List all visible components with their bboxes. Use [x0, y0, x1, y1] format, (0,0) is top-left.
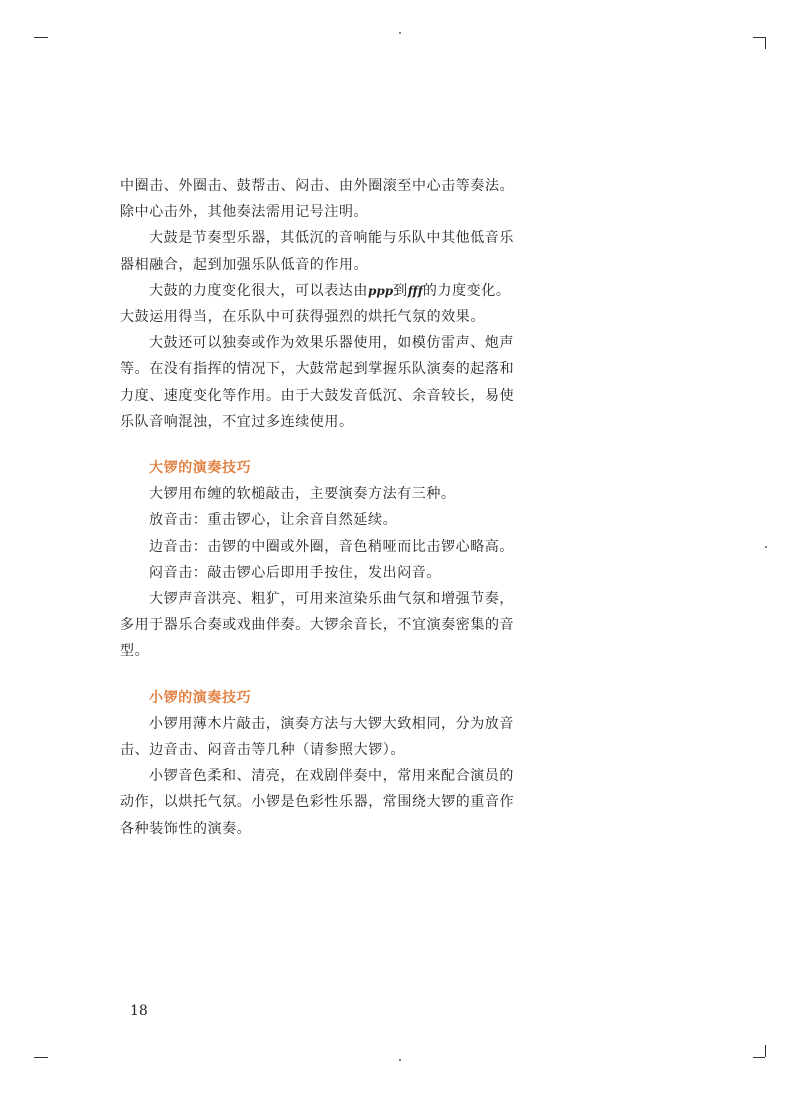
- page-number: 18: [130, 1003, 148, 1019]
- dynamics-text-before: 大鼓的力度变化很大，可以表达由: [149, 282, 368, 299]
- registration-dot-right: [765, 546, 767, 548]
- dynamics-text-after: 的力度变化。大鼓运用得当，在乐队中可获得强烈的烘托气氛的效果。: [120, 282, 511, 326]
- paragraph-dynamics: [120, 278, 520, 330]
- paragraph-drum-solo: 大鼓还可以独奏或作为效果乐器使用，如模仿雷声、炮声等。在没有指挥的情况下，大鼓常起到掌握乐队演奏的起落和力度、速度变化等作用。由于大鼓发音低沉、余音较长，易使乐队音响混浊，不宜过多连续使用。: [120, 335, 515, 430]
- paragraph-big-gong-edge: 边音击：击锣的中圈或外圈，音色稍哑而比击锣心略高。: [149, 538, 514, 555]
- paragraph-big-gong-intro: 大锣用布缠的软槌敲击，主要演奏方法有三种。: [149, 486, 456, 503]
- crop-mark-bottom-right-horizontal: [753, 1057, 765, 1058]
- paragraph-bass-drum-role: 大鼓是节奏型乐器，其低沉的音响能与乐队中其他低音乐器相融合，起到加强乐队低音的作用。: [120, 230, 514, 273]
- paragraph-continuation: 中圈击、外圈击、鼓帮击、闷击、由外圈滚至中心击等奏法。除中心击外，其他奏法需用记号注明。: [120, 178, 515, 221]
- crop-mark-top-left: [34, 37, 48, 38]
- paragraph-small-gong-character: 小锣音色柔和、清亮，在戏剧伴奏中，常用来配合演员的动作，以烘托气氛。小锣是色彩性乐器，常围绕大锣的重音作各种装饰性的演奏。: [120, 768, 515, 837]
- paragraph-big-gong-open: 放音击：重击锣心，让余音自然延续。: [149, 512, 398, 529]
- crop-mark-bottom-right-vertical: [765, 1045, 766, 1057]
- registration-dot-top: [399, 32, 401, 34]
- section-heading-big-gong: 大锣的演奏技巧: [149, 460, 252, 477]
- paragraph-big-gong-muted: 闷音击：敲击锣心后即用手按住，发出闷音。: [149, 564, 441, 581]
- body-text: [120, 173, 520, 842]
- dynamic-mark-fff: fff: [407, 283, 423, 298]
- paragraph-small-gong-method: 小锣用薄木片敲击，演奏方法与大锣大致相同，分为放音击、边音击、闷音击等几种（请参照大锣）。: [120, 715, 514, 759]
- crop-mark-top-right-horizontal: [753, 37, 765, 38]
- paragraph-big-gong-character: 大锣声音洪亮、粗犷，可用来渲染乐曲气氛和增强节奏，多用于器乐合奏或戏曲伴奏。大锣余音长，不宜演奏密集的音型。: [120, 591, 515, 660]
- section-heading-small-gong: 小锣的演奏技巧: [149, 689, 252, 706]
- crop-mark-top-right-vertical: [765, 37, 766, 49]
- dynamic-mark-ppp: ppp: [368, 283, 394, 298]
- dynamics-text-middle: 到: [393, 282, 408, 299]
- registration-dot-bottom: [399, 1059, 401, 1061]
- crop-mark-bottom-left: [34, 1057, 48, 1058]
